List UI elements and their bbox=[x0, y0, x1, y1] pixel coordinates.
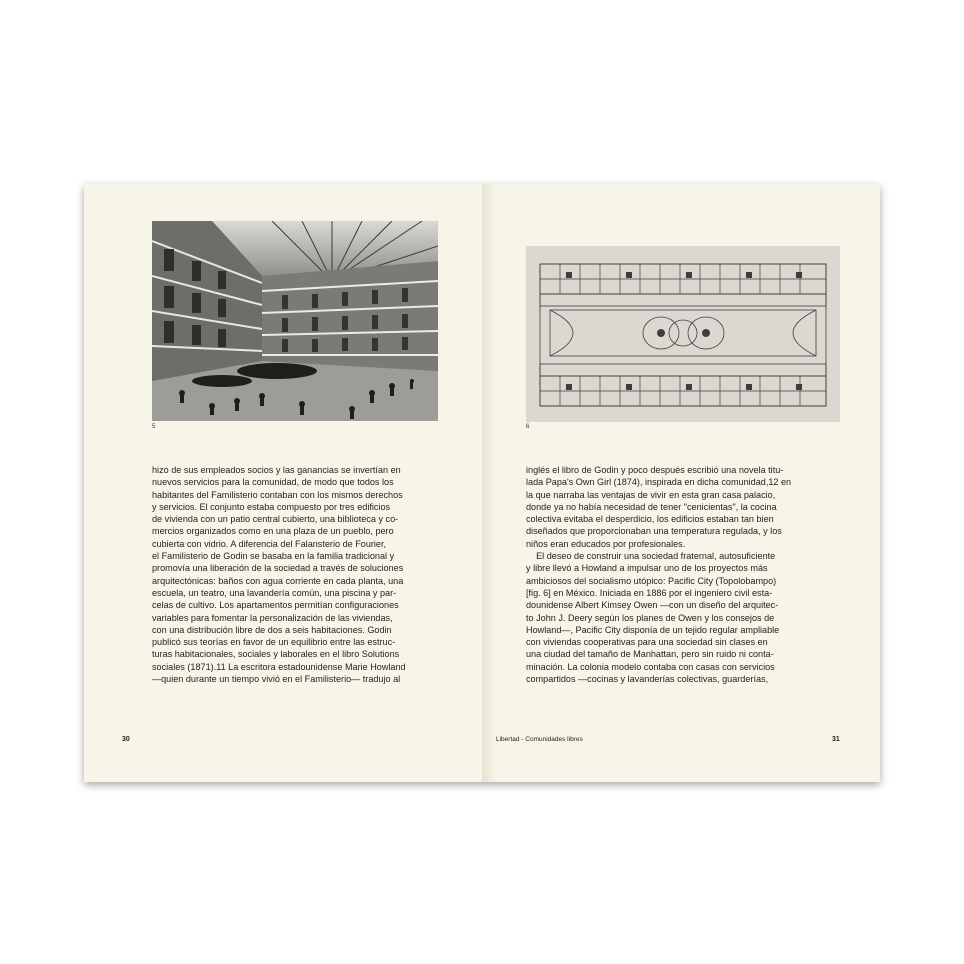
text-line: cubierta con vidrio. A diferencia del Falansterio de Fourier, bbox=[152, 538, 387, 549]
right-page-number: 31 bbox=[832, 736, 840, 743]
text-line: donde ya no había necesidad de tener "cenicientas", la cocina bbox=[526, 501, 777, 512]
text-line: to John J. Deery según los planes de Owen y los consejos de bbox=[526, 612, 775, 623]
text-line: inglés el libro de Godin y poco después escribió una novela titu- bbox=[526, 465, 784, 475]
text-line: promovía una liberación de la sociedad a través de soluciones bbox=[152, 563, 404, 574]
pacific-city-plan-drawing bbox=[526, 246, 840, 422]
figure-6-number: 6 bbox=[526, 424, 530, 430]
text-line: una ciudad del tamaño de Manhattan, pero sin ruido ni conta- bbox=[526, 649, 774, 660]
running-head: Libertad - Comunidades libres bbox=[496, 736, 583, 743]
text-line: y servicios. El conjunto estaba compuesto por tres edificios bbox=[152, 501, 391, 512]
text-line: El deseo de construir una sociedad fraternal, autosuficiente bbox=[526, 551, 776, 562]
left-page bbox=[84, 184, 483, 782]
right-page bbox=[482, 184, 880, 782]
figure-5-number: 5 bbox=[152, 424, 156, 430]
text-line: niños eran educados por profesionales. bbox=[526, 538, 686, 549]
left-page-number: 30 bbox=[122, 736, 130, 743]
text-line: de vivienda con un patio central cubierto, una biblioteca y co- bbox=[152, 514, 399, 525]
text-line: mercios organizados como en una plaza de un pueblo, pero bbox=[152, 526, 394, 537]
text-line: arquitectónicas: baños con agua corriente en cada planta, una bbox=[152, 575, 404, 586]
text-line: y libre llevó a Howland a impulsar uno de los proyectos más bbox=[526, 563, 768, 574]
text-line: variables para fomentar la personalización de las viviendas, bbox=[152, 612, 393, 623]
text-line: turas habitacionales, sociales y laborales en el libro Solutions bbox=[152, 649, 400, 660]
text-line: ambiciosos del socialismo utópico: Pacific City (Topolobampo) bbox=[526, 575, 777, 586]
text-line: dounidense Albert Kimsey Owen —con un diseño del arquitec- bbox=[526, 600, 779, 611]
text-line: escuela, un teatro, una lavandería común, una piscina y par- bbox=[152, 587, 397, 598]
text-line: habitantes del Familisterio contaban con los mismos derechos bbox=[152, 489, 403, 500]
text-line: con una distribución libre de dos a seis habitaciones. Godin bbox=[152, 624, 392, 635]
text-line: diseñados que proporcionaban una temperatura regulada, y los bbox=[526, 526, 782, 537]
text-line: minación. La colonia modelo contaba con casas con servicios bbox=[526, 661, 775, 672]
text-line: la que narraba las ventajas de vivir en esta gran casa palacio, bbox=[526, 489, 776, 500]
text-line: el Familisterio de Godin se basaba en la familia tradicional y bbox=[152, 551, 395, 562]
text-line: con viviendas cooperativas para una sociedad sin clases en bbox=[526, 637, 768, 648]
right-body-text bbox=[526, 464, 840, 685]
left-body-text bbox=[152, 464, 442, 685]
text-line: celas de cultivo. Los apartamentos permitían configuraciones bbox=[152, 600, 399, 611]
text-line: Howland—, Pacific City disponía de un tejido regular ampliable bbox=[526, 624, 780, 635]
text-line: lada Papa's Own Girl (1874), inspirada en dicha comunidad,12 en bbox=[526, 477, 792, 488]
text-line: —quien durante un tiempo vivió en el Familisterio— tradujo al bbox=[152, 674, 401, 685]
text-line: hizo de sus empleados socios y las ganancias se invertían en bbox=[152, 465, 401, 475]
floor-plan-drawing bbox=[526, 246, 840, 422]
text-line: sociales (1871).11 La escritora estadounidense Marie Howland bbox=[152, 661, 406, 672]
familisterio-courtyard-photo bbox=[152, 221, 438, 421]
courtyard-photo-drawing bbox=[152, 221, 438, 421]
text-line: [fig. 6] en México. Iniciada en 1886 por el ingeniero civil esta- bbox=[526, 587, 773, 598]
text-line: compartidos —cocinas y lavanderías colectivas, guarderías, bbox=[526, 674, 769, 685]
text-line: colectiva evitaba el desperdicio, los edificios estaban tan bien bbox=[526, 514, 774, 525]
text-line: publicó sus teorías en favor de un equilibrio entre las estruc- bbox=[152, 637, 396, 648]
text-line: nuevos servicios para la comunidad, de modo que todos los bbox=[152, 477, 394, 488]
book-spread bbox=[84, 184, 880, 782]
